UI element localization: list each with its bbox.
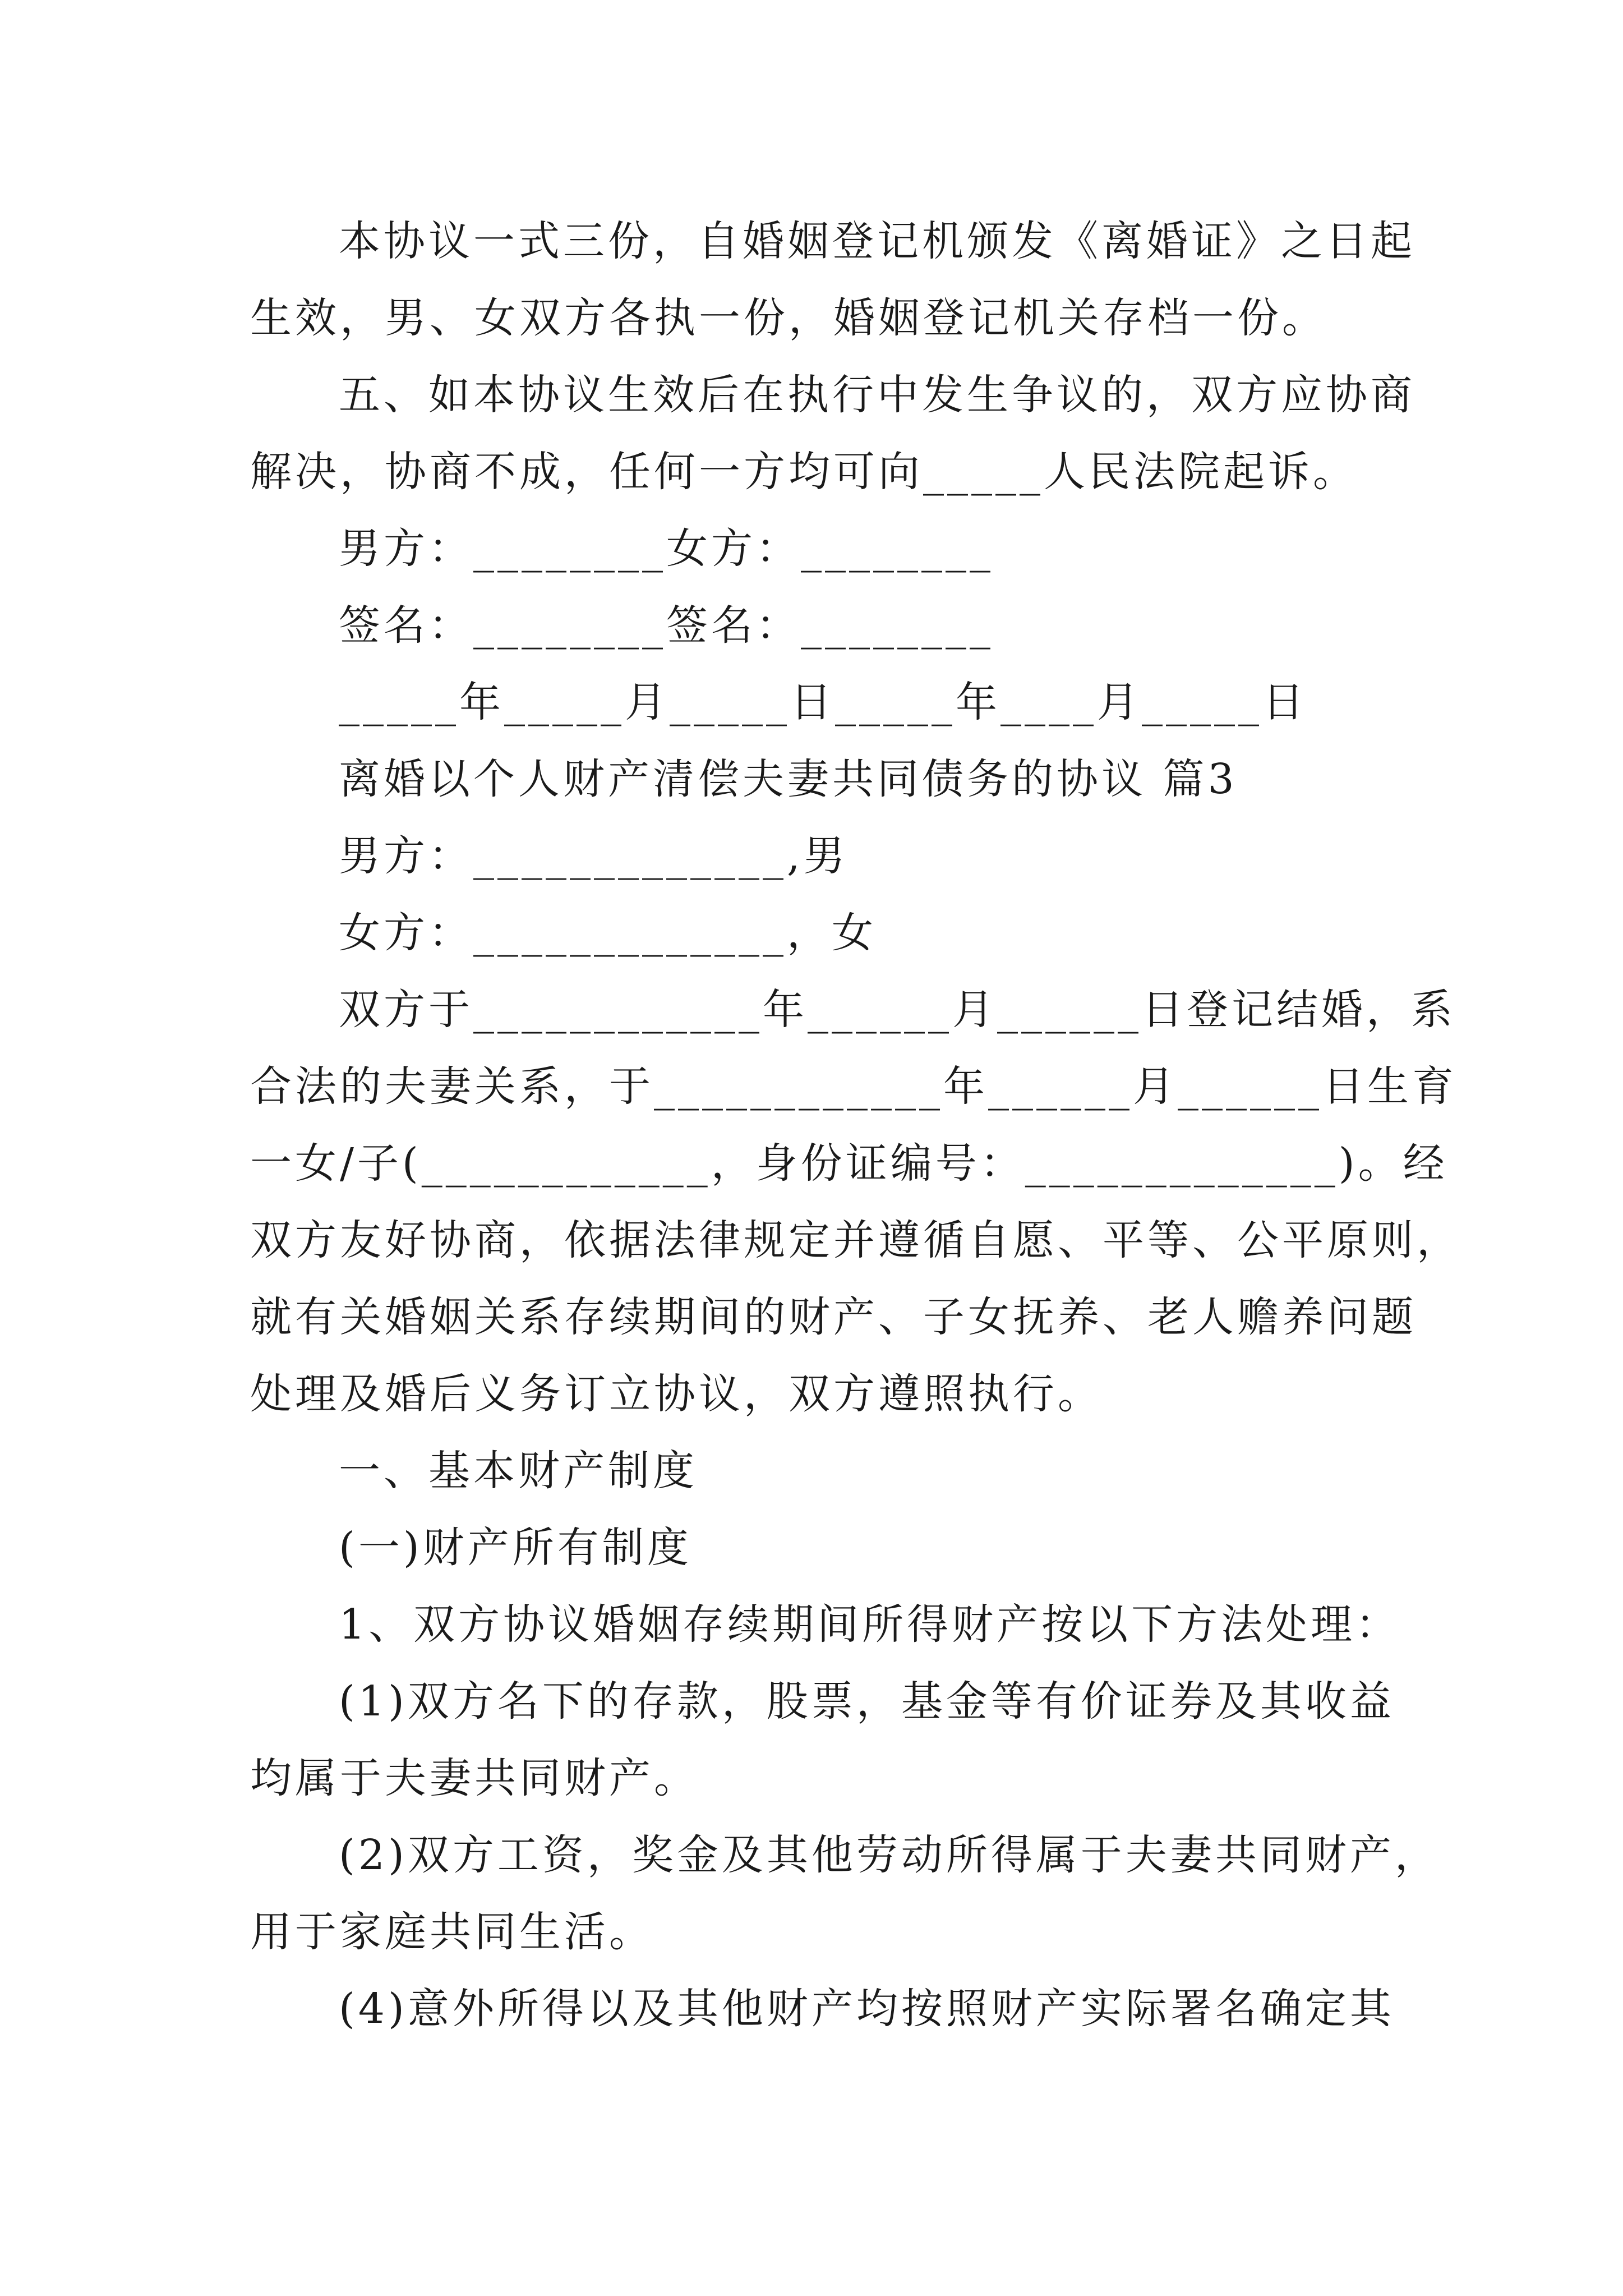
paragraph-line: (2)双方工资，奖金及其他劳动所得属于夫妻共同财产， [339, 1831, 1440, 1879]
paragraph-line: 本协议一式三份，自婚姻登记机颁发《离婚证》之日起 [339, 217, 1415, 265]
paragraph-line: 五、如本协议生效后在执行中发生争议的，双方应协商 [339, 371, 1415, 419]
signature-line: 男方：________女方：________ [339, 524, 994, 573]
heading-line: 一、基本财产制度 [339, 1447, 698, 1495]
section-title: 离婚以个人财产清偿夫妻共同债务的协议 篇3 [339, 755, 1238, 803]
paragraph-line: 一女/子(____________，身份证编号：_____________)。经 [250, 1139, 1448, 1188]
paragraph-line: 用于家庭共同生活。 [250, 1908, 654, 1956]
paragraph-line: (1)双方名下的存款，股票，基金等有价证券及其收益 [339, 1677, 1395, 1726]
paragraph-line: 解决，协商不成，任何一方均可向_____人民法院起诉。 [250, 448, 1358, 496]
date-line: _____年_____月_____日_____年____月_____日 [339, 678, 1307, 726]
paragraph-line: 双方于____________年______月______日登记结婚，系 [339, 986, 1456, 1034]
paragraph-line: 女方：_____________，女 [339, 909, 877, 957]
paragraph-line: 合法的夫妻关系，于____________年______月______日生育 [250, 1062, 1457, 1111]
paragraph-line: 生效，男、女双方各执一份，婚姻登记机关存档一份。 [250, 294, 1327, 342]
paragraph-line: (4)意外所得以及其他财产均按照财产实际署名确定其 [339, 1985, 1395, 2033]
paragraph-line: 男方：_____________,男 [339, 832, 849, 880]
paragraph-line: 就有关婚姻关系存续期间的财产、子女抚养、老人赡养问题 [250, 1293, 1417, 1341]
heading-line: (一)财产所有制度 [339, 1524, 692, 1572]
paragraph-line: 双方友好协商，依据法律规定并遵循自愿、平等、公平原则， [250, 1216, 1461, 1264]
signature-line: 签名：________签名：________ [339, 601, 994, 650]
paragraph-line: 均属于夫妻共同财产。 [250, 1754, 699, 1802]
paragraph-line: 处理及婚后义务订立协议，双方遵照执行。 [250, 1370, 1103, 1418]
paragraph-line: 1、双方协议婚姻存续期间所得财产按以下方法处理： [339, 1600, 1401, 1649]
